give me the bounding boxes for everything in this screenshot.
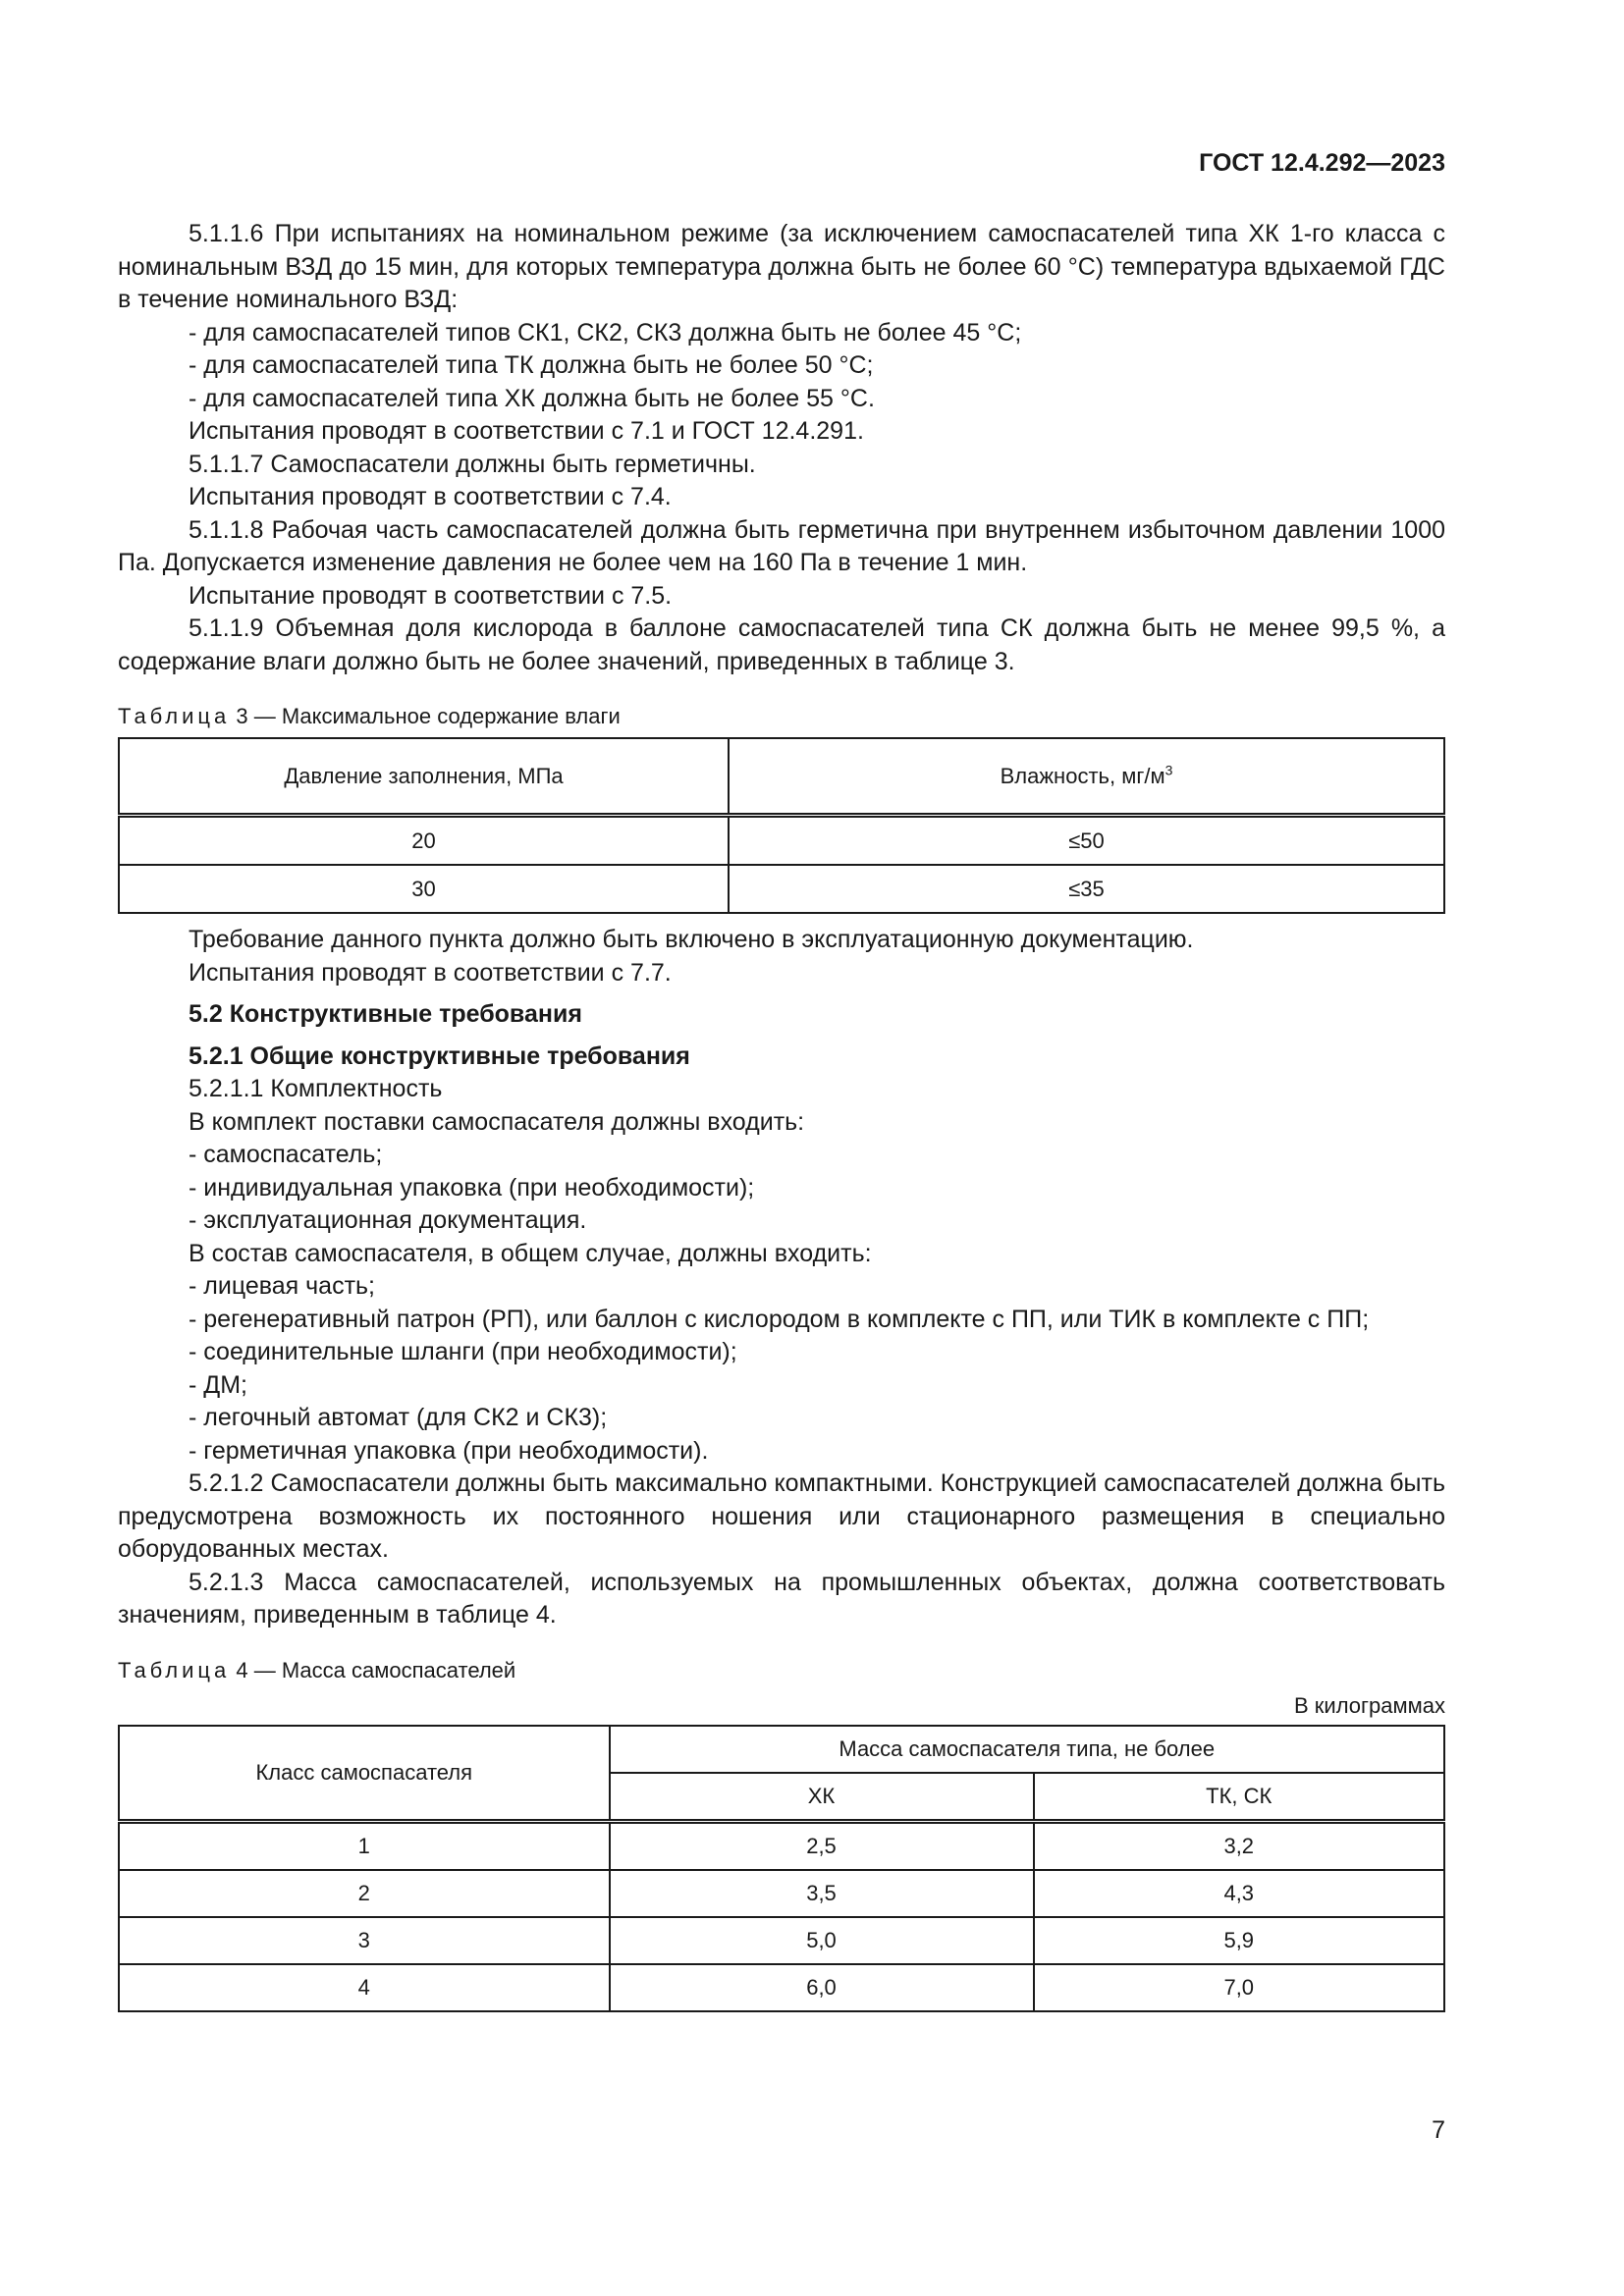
paragraph-5-1-1-6: 5.1.1.6 При испытаниях на номинальном режиме (за исключением самоспасателей типа ХК 1-го класса с номинальным ВЗД до 15 мин, для которых температура должна быть не более 60 °С) температура вдыхаемой ГДС в течение номинального ВЗД: xyxy=(118,220,1445,313)
tests-reference: Испытания проводят в соответствии с 7.7. xyxy=(189,958,672,987)
requirement-note: Требование данного пункта должно быть включено в эксплуатационную документацию. xyxy=(189,926,1194,953)
table3-cell-humidity: ≤50 xyxy=(729,816,1444,866)
tests-reference: Испытания проводят в соответствии с 7.1 и ГОСТ 12.4.291. xyxy=(189,417,864,445)
table4-cell-class: 3 xyxy=(119,1917,610,1964)
table4-caption-word: Таблица xyxy=(118,1657,231,1682)
page-number: 7 xyxy=(1432,2116,1445,2144)
table-row xyxy=(119,1870,1444,1917)
table4-header-tk: ТК, СК xyxy=(1034,1773,1445,1822)
table3-caption-text: 3 — Максимальное содержание влаги xyxy=(230,704,621,728)
table4-cell-xk: 5,0 xyxy=(610,1917,1034,1964)
document-header: ГОСТ 12.4.292—2023 xyxy=(1199,149,1445,177)
table-3 xyxy=(118,737,1445,914)
composition-intro: В состав самоспасателя, в общем случае, должны входить: xyxy=(189,1239,872,1267)
document-body xyxy=(118,218,1445,2012)
table4-header-class: Класс самоспасателя xyxy=(119,1726,610,1822)
list-item: - индивидуальная упаковка (при необходимости); xyxy=(189,1173,755,1201)
table4-caption xyxy=(118,1657,1445,1684)
table3-cell-pressure: 30 xyxy=(119,865,729,913)
table4-cell-tk: 4,3 xyxy=(1034,1870,1445,1917)
list-item: - ДМ; xyxy=(189,1370,247,1399)
paragraph-5-2-1-2: 5.2.1.2 Самоспасатели должны быть максимально компактными. Конструкцией самоспасателей должна быть предусмотрена возможность их постоянного ношения или стационарного размещения в специально оборудованных местах. xyxy=(118,1469,1445,1563)
list-item: - легочный автомат (для СК2 и СК3); xyxy=(189,1404,608,1431)
table3-cell-pressure: 20 xyxy=(119,816,729,866)
table4-header-group: Масса самоспасателя типа, не более xyxy=(610,1726,1445,1773)
list-item: - герметичная упаковка (при необходимости). xyxy=(189,1436,709,1465)
list-item: - эксплуатационная документация. xyxy=(189,1206,587,1234)
table4-units: В килограммах xyxy=(1294,1692,1445,1718)
paragraph-5-1-1-9: 5.1.1.9 Объемная доля кислорода в баллоне самоспасателей типа СК должна быть не менее 99,5 %, а содержание влаги должно быть не более значений, приведенных в таблице 3. xyxy=(118,614,1445,675)
list-item: - соединительные шланги (при необходимости); xyxy=(189,1338,737,1365)
table4-cell-tk: 7,0 xyxy=(1034,1964,1445,2011)
table4-cell-xk: 2,5 xyxy=(610,1821,1034,1870)
list-item: - самоспасатель; xyxy=(189,1141,383,1168)
table4-cell-xk: 3,5 xyxy=(610,1870,1034,1917)
paragraph-5-2-1-3: 5.2.1.3 Масса самоспасателей, используемых на промышленных объектах, должна соответствовать значениям, приведенным в таблице 4. xyxy=(118,1568,1445,1629)
list-item: - регенеративный патрон (РП), или баллон с кислородом в комплекте с ПП, или ТИК в комплекте с ПП; xyxy=(189,1305,1370,1333)
list-item: - для самоспасателей типов СК1, СК2, СК3 должна быть не более 45 °С; xyxy=(189,318,1022,347)
table3-header-humidity-sup: 3 xyxy=(1164,762,1173,778)
list-item: - для самоспасателей типа ХК должна быть не более 55 °С. xyxy=(189,384,875,412)
table3-caption-word: Таблица xyxy=(118,704,231,728)
table4-caption-text: 4 — Масса самоспасателей xyxy=(230,1657,516,1682)
table4-cell-xk: 6,0 xyxy=(610,1964,1034,2011)
kit-intro: В комплект поставки самоспасателя должны входить: xyxy=(189,1107,805,1136)
table-row xyxy=(119,1821,1444,1870)
table4-cell-class: 4 xyxy=(119,1964,610,2011)
list-item: - для самоспасателей типа ТК должна быть не более 50 °С; xyxy=(189,351,874,379)
table4-header-xk: ХК xyxy=(610,1773,1034,1822)
table-row xyxy=(119,816,1444,866)
table-4 xyxy=(118,1725,1445,2012)
tests-reference: Испытания проводят в соответствии с 7.4. xyxy=(189,483,672,510)
table-row xyxy=(119,1964,1444,2011)
table4-cell-class: 2 xyxy=(119,1870,610,1917)
table3-caption xyxy=(118,703,1445,730)
table3-cell-humidity: ≤35 xyxy=(729,865,1444,913)
table3-header-humidity-text: Влажность, мг/м xyxy=(1000,763,1165,788)
table4-cell-tk: 5,9 xyxy=(1034,1917,1445,1964)
table-row xyxy=(119,865,1444,913)
tests-reference: Испытание проводят в соответствии с 7.5. xyxy=(189,581,673,610)
section-heading-5-2-1: 5.2.1 Общие конструктивные требования xyxy=(189,1041,690,1070)
table-row xyxy=(119,1917,1444,1964)
section-heading-5-2: 5.2 Конструктивные требования xyxy=(189,1000,582,1028)
list-item: - лицевая часть; xyxy=(189,1272,376,1300)
paragraph-5-2-1-1: 5.2.1.1 Комплектность xyxy=(189,1075,443,1102)
table4-cell-class: 1 xyxy=(119,1821,610,1870)
paragraph-5-1-1-8: 5.1.1.8 Рабочая часть самоспасателей должна быть герметична при внутреннем избыточном давлении 1000 Па. Допускается изменение давления не более чем на 160 Па в течение 1 мин. xyxy=(118,515,1445,576)
table4-cell-tk: 3,2 xyxy=(1034,1821,1445,1870)
paragraph-5-1-1-7: 5.1.1.7 Самоспасатели должны быть герметичны. xyxy=(189,450,756,478)
table3-header-pressure: Давление заполнения, МПа xyxy=(119,738,729,816)
table3-header-humidity xyxy=(729,738,1444,816)
